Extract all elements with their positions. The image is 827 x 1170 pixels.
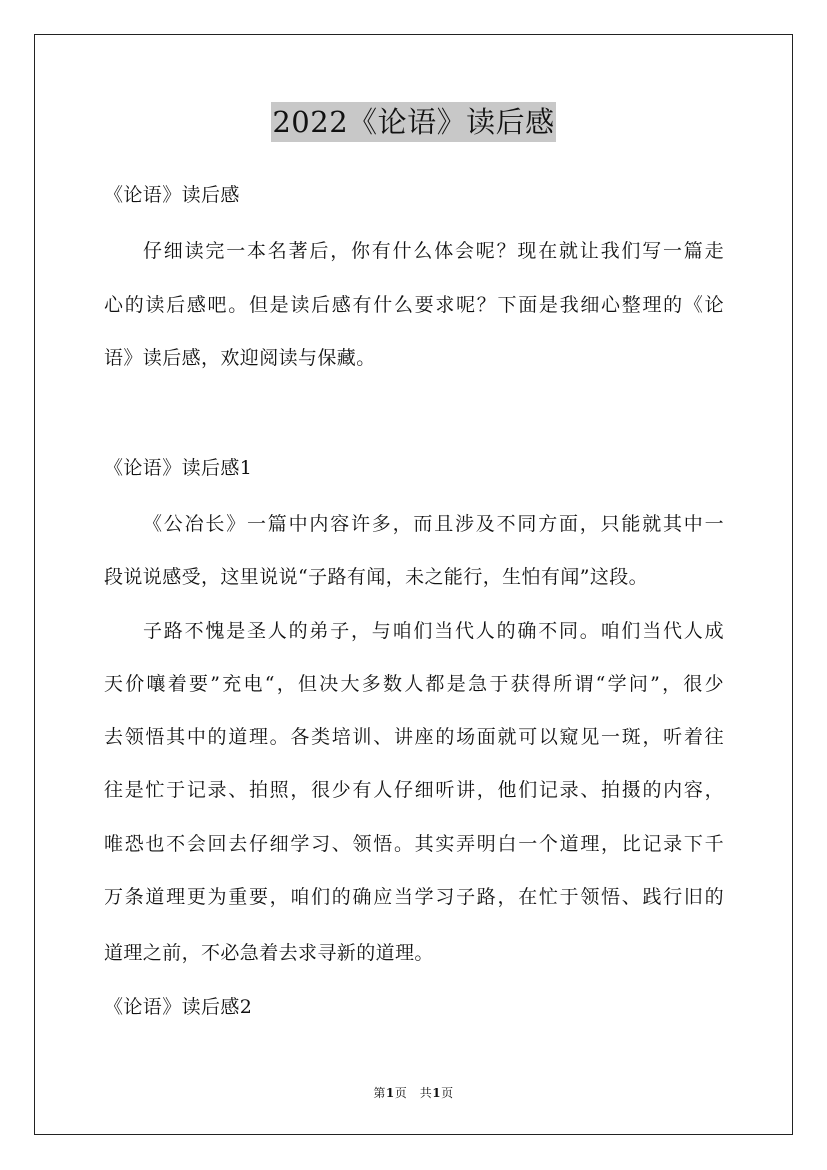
section-1-heading: 《论语》读后感1 xyxy=(104,457,253,479)
para2-line-6: 万条道理更为重要，咱们的确应当学习子路，在忙于领悟、践行旧的 xyxy=(104,886,724,908)
para1-line-2: 段说说感受，这里说说“子路有闻，未之能行，生怕有闻”这段。 xyxy=(104,566,649,588)
section-2-heading: 《论语》读后感2 xyxy=(104,996,253,1018)
footer-middle: 页 共 xyxy=(394,1086,433,1100)
document-title: 2022《论语》读后感 xyxy=(271,102,555,142)
footer-suffix: 页 xyxy=(441,1086,454,1100)
footer-prefix: 第 xyxy=(373,1086,386,1100)
page-footer xyxy=(0,1084,827,1101)
para2-line-7: 道理之前，不必急着去求寻新的道理。 xyxy=(104,942,434,964)
footer-total-pages: 1 xyxy=(432,1086,442,1100)
para2-line-3: 去领悟其中的道理。各类培训、讲座的场面就可以窥见一斑，听着往 xyxy=(104,726,724,748)
intro-line-1: 仔细读完一本名著后，你有什么体会呢？现在就让我们写一篇走 xyxy=(143,240,724,262)
intro-line-2: 心的读后感吧。但是读后感有什么要求呢？下面是我细心整理的《论 xyxy=(104,294,724,316)
intro-line-3: 语》读后感，欢迎阅读与保藏。 xyxy=(104,347,376,369)
document-subtitle: 《论语》读后感 xyxy=(104,184,240,206)
para2-line-1: 子路不愧是圣人的弟子，与咱们当代人的确不同。咱们当代人成 xyxy=(143,620,724,642)
para2-line-4: 往是忙于记录、拍照，很少有人仔细听讲，他们记录、拍摄的内容， xyxy=(104,779,724,801)
footer-page-number: 1 xyxy=(385,1086,395,1100)
para1-line-1: 《公冶长》一篇中内容许多，而且涉及不同方面，只能就其中一 xyxy=(143,513,724,535)
para2-line-2: 天价嚷着要”充电“，但决大多数人都是急于获得所谓“学问”，很少 xyxy=(104,673,724,695)
title-wrap xyxy=(0,102,827,142)
para2-line-5: 唯恐也不会回去仔细学习、领悟。其实弄明白一个道理，比记录下千 xyxy=(104,833,724,855)
